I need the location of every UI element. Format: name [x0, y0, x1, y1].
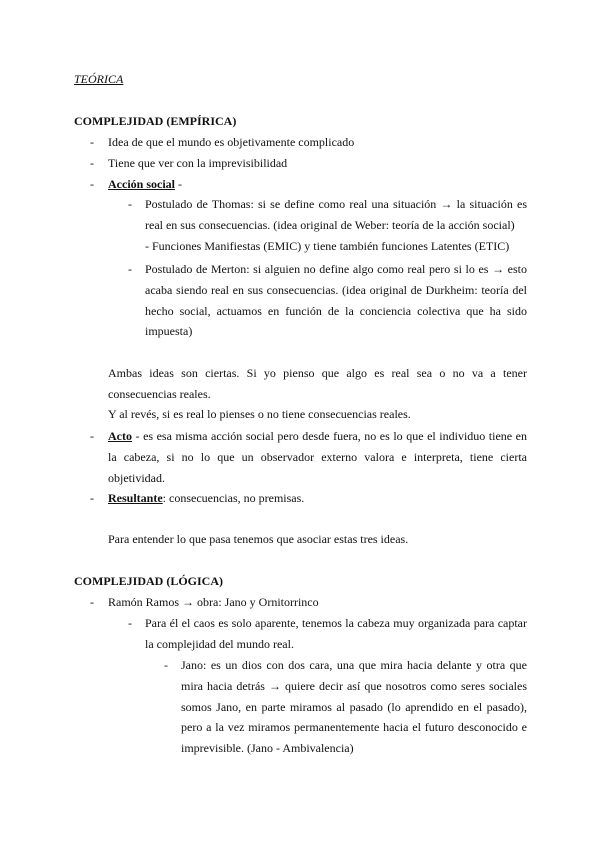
sub-item-thomas: Postulado de Thomas: si se define como real una situación → la situación es real en sus consecuencias. (idea original de Weber: teoría de la acción social): [145, 197, 527, 232]
term-suffix: -: [175, 177, 182, 191]
bullet-dash: -: [90, 135, 94, 149]
term-resultante: Resultante: [108, 491, 163, 505]
acto-text: - es esa misma acción social pero desde fuera, no es lo que el individuo tiene en la cabeza, si no lo que un observador externo valora e interpreta, tiene cierta objetividad.: [108, 429, 527, 485]
list-item-resultante: [108, 488, 527, 509]
bullet-dash: -: [90, 491, 94, 505]
paragraph-ambas: Ambas ideas son ciertas. Si yo pienso que algo es real sea o no va a tener consecuencias reales.: [108, 366, 527, 401]
sub-item-funciones: - Funciones Manifiestas (EMIC) y tiene también funciones Latentes (ETIC): [145, 239, 510, 253]
term-acto: Acto: [108, 429, 132, 443]
paragraph-closing: Para entender lo que pasa tenemos que asociar estas tres ideas.: [108, 532, 409, 546]
term-accion-social: Acción social: [108, 177, 175, 191]
section-heading-empirica: COMPLEJIDAD (EMPÍRICA): [74, 114, 237, 128]
bullet-dash: -: [90, 177, 94, 191]
bullet-dash: -: [128, 616, 132, 630]
list-item-accion-social: [108, 174, 528, 195]
paragraph-al-reves: Y al revés, si es real lo pienses o no tiene consecuencias reales.: [108, 407, 411, 421]
page-title: TEÓRICA: [74, 72, 124, 86]
bullet-dash: -: [90, 595, 94, 609]
list-item: Idea de que el mundo es objetivamente complicado: [108, 135, 355, 149]
sub-sub-item-jano: Jano: es un dios con dos cara, una que mira hacia delante y otra que mira hacia detrás → quiere decir así que nosotros como seres sociales somos Jano, en parte miramos al pasado (lo aprendido en el pasado), pero a la vez miramos permanentemente hacia el futuro desconocido e imprevisible. (Jano - Ambivalencia): [181, 658, 527, 756]
list-item: Tiene que ver con la imprevisibilidad: [108, 156, 288, 170]
bullet-dash: -: [164, 658, 168, 672]
bullet-dash: -: [128, 262, 132, 276]
list-item-ramon-ramos: Ramón Ramos → obra: Jano y Ornitorrinco: [108, 595, 319, 609]
bullet-dash: -: [90, 429, 94, 443]
list-item-acto: [108, 426, 527, 488]
sub-item-caos: Para él el caos es solo aparente, tenemos la cabeza muy organizada para captar la complejidad del mundo real.: [145, 616, 527, 651]
bullet-dash: -: [128, 197, 132, 211]
resultante-text: : consecuencias, no premisas.: [162, 491, 305, 505]
bullet-dash: -: [90, 156, 94, 170]
sub-item-merton: Postulado de Merton: si alguien no define algo como real pero si lo es → esto acaba siendo real en sus consecuencias. (idea original de Durkheim: teoría del hecho social, actuamos en función de la conciencia colectiva que ha sido impuesta): [145, 262, 527, 339]
section-heading-logica: COMPLEJIDAD (LÓGICA): [74, 574, 223, 588]
